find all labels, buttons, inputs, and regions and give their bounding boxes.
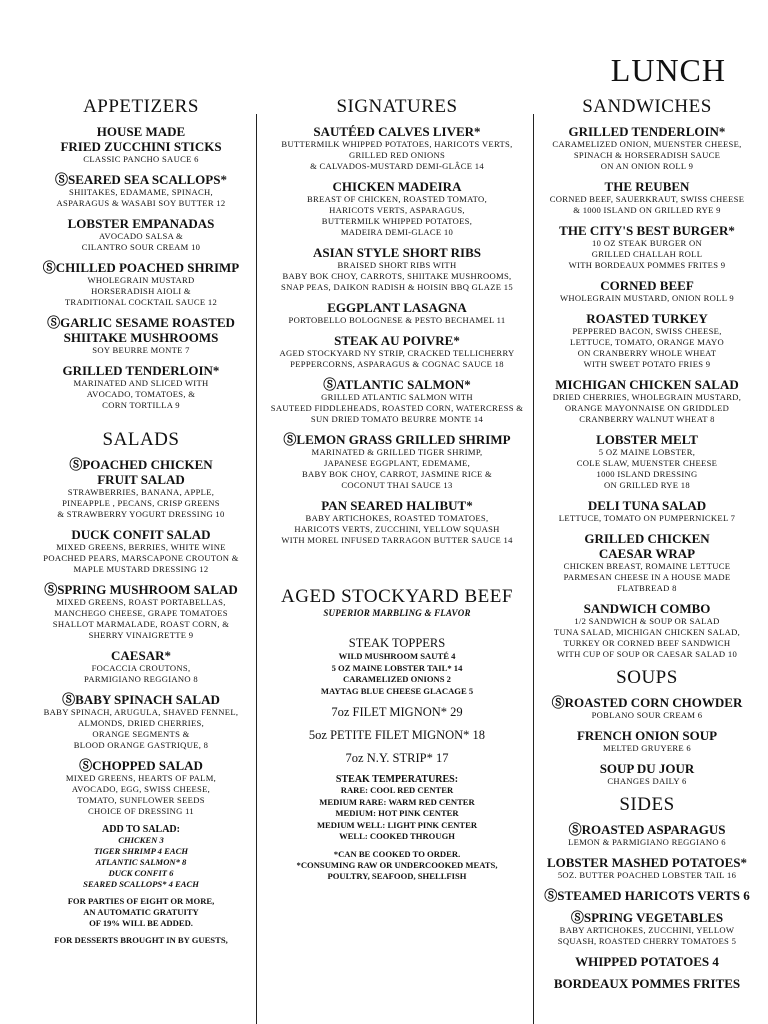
menu-item-name: ⓈROASTED CORN CHOWDER — [551, 695, 743, 710]
salad-add-on: SEARED SCALLOPS* 4 EACH — [83, 879, 199, 889]
steak-temperature: MEDIUM RARE: WARM RED CENTER — [319, 796, 475, 807]
menu-item-description: CHANGES DAILY 6 — [607, 776, 687, 786]
steaks-list — [262, 705, 532, 766]
menu-item — [536, 822, 758, 848]
salads-heading: SALADS — [102, 429, 180, 450]
menu-item — [536, 728, 758, 754]
menu-item-name: ⓈPOACHED CHICKEN FRUIT SALAD — [69, 457, 213, 487]
menu-item — [536, 124, 758, 172]
menu-item-name: PAN SEARED HALIBUT* — [321, 498, 473, 513]
menu-item — [536, 179, 758, 216]
left-column — [28, 96, 254, 946]
menu-item — [28, 692, 254, 751]
menu-item-name: ⓈGARLIC SESAME ROASTED SHIITAKE MUSHROOMS — [47, 315, 235, 345]
menu-item-description: GRILLED ATLANTIC SALMON WITH SAUTEED FIDDLEHEADS, ROASTED CORN, WATERCRESS & SUN DRIED TOMATO BEURRE MONTE 14 — [270, 392, 524, 424]
menu-item-name: ⓈSPRING MUSHROOM SALAD — [44, 582, 238, 597]
menu-item — [28, 172, 254, 209]
menu-item-description: SHIITAKES, EDAMAME, SPINACH, ASPARAGUS & WASABI SOY BUTTER 12 — [56, 187, 226, 208]
menu-item-description: AGED STOCKYARD NY STRIP, CRACKED TELLICHERRY PEPPERCORNS, ASPARAGUS & COGNAC SAUCE 18 — [279, 348, 515, 369]
sides-heading: SIDES — [619, 794, 675, 815]
menu-item-description: BABY ARTICHOKES, ROASTED TOMATOES, HARICOTS VERTS, ZUCCHINI, YELLOW SQUASH WITH MOREL INFUSED TARRAGON BUTTER SAUCE 14 — [281, 513, 513, 545]
menu-item-name: ASIAN STYLE SHORT RIBS — [312, 245, 481, 260]
menu-item-description: WHOLEGRAIN MUSTARD, ONION ROLL 9 — [559, 293, 734, 303]
menu-item-description: LETTUCE, TOMATO ON PUMPERNICKEL 7 — [558, 513, 736, 523]
menu-item-name: DUCK CONFIT SALAD — [71, 527, 211, 542]
salad-add-on: CHICKEN 3 — [118, 835, 164, 845]
steak-cut: 7oz N.Y. STRIP* 17 — [345, 751, 449, 765]
menu-item-description: MIXED GREENS, ROAST PORTABELLAS, MANCHEGO CHEESE, GRAPE TOMATOES SHALLOT MARMALADE, ROAST CORN, & SHERRY VINAIGRETTE 9 — [52, 597, 230, 640]
menu-item-name: THE REUBEN — [604, 179, 690, 194]
signatures-heading: SIGNATURES — [336, 96, 458, 117]
menu-item — [262, 377, 532, 425]
menu-item — [28, 124, 254, 165]
menu-item-name: HOUSE MADE FRIED ZUCCHINI STICKS — [60, 124, 222, 154]
menu-item-name: CORNED BEEF — [600, 278, 694, 293]
column-divider — [533, 114, 534, 1024]
menu-item — [262, 179, 532, 238]
menu-item-description: MELTED GRUYERE 6 — [602, 743, 692, 753]
menu-item-description: CHICKEN BREAST, ROMAINE LETTUCE PARMESAN CHEESE IN A HOUSE MADE FLATBREAD 8 — [563, 561, 731, 593]
sandwiches-list — [536, 124, 758, 660]
menu-item-description: POBLANO SOUR CREAM 6 — [591, 710, 703, 720]
menu-item-name: ⓈCHILLED POACHED SHRIMP — [42, 260, 240, 275]
beef-heading: AGED STOCKYARD BEEF — [281, 586, 513, 607]
menu-item-name: GRILLED TENDERLOIN* — [62, 363, 220, 378]
menu-item — [536, 888, 758, 903]
menu-item-name: BORDEAUX POMMES FRITES — [553, 976, 741, 991]
menu-item — [262, 124, 532, 172]
menu-item — [536, 695, 758, 721]
beef-subheading: SUPERIOR MARBLING & FLAVOR — [323, 608, 471, 618]
salad-add-on: ATLANTIC SALMON* 8 — [95, 857, 187, 867]
steak-topper: MAYTAG BLUE CHEESE GLACAGE 5 — [320, 685, 474, 696]
menu-item-description: 5 OZ MAINE LOBSTER, COLE SLAW, MUENSTER CHEESE 1000 ISLAND DRESSING ON GRILLED RYE 18 — [576, 447, 718, 490]
menu-item-name: MICHIGAN CHICKEN SALAD — [555, 377, 739, 392]
middle-column — [262, 96, 532, 882]
menu-item-name: WHIPPED POTATOES 4 — [575, 954, 719, 969]
menu-item — [536, 976, 758, 991]
menu-item-name: SANDWICH COMBO — [583, 601, 711, 616]
menu-item-description: STRAWBERRIES, BANANA, APPLE, PINEAPPLE , PECANS, CRISP GREENS & STRAWBERRY YOGURT DRESSING 10 — [57, 487, 225, 519]
menu-item-name: ROASTED TURKEY — [586, 311, 708, 326]
menu-item-name: LOBSTER MELT — [596, 432, 698, 447]
menu-item-description: 1/2 SANDWICH & SOUP OR SALAD TUNA SALAD, MICHIGAN CHICKEN SALAD, TURKEY OR CORNED BEEF SANDWICH WITH CUP OF SOUP OR CAESAR SALAD 10 — [553, 616, 741, 659]
menu-item-description: BABY SPINACH, ARUGULA, SHAVED FENNEL, ALMONDS, DRIED CHERRIES, ORANGE SEGMENTS & BLOOD ORANGE GASTRIQUE, 8 — [43, 707, 239, 750]
menu-item — [536, 278, 758, 304]
menu-item-name: CAESAR* — [111, 648, 171, 663]
menu-item — [262, 245, 532, 293]
menu-item-description: MIXED GREENS, BERRIES, WHITE WINE POACHED PEARS, MARSCAPONE CROUTON & MAPLE MUSTARD DRESSING 12 — [43, 542, 239, 574]
menu-item — [28, 260, 254, 308]
menu-item — [536, 910, 758, 947]
menu-item-description: 10 OZ STEAK BURGER ON GRILLED CHALLAH ROLL WITH BORDEAUX POMMES FRITES 9 — [568, 238, 726, 270]
steak-cut: 7oz FILET MIGNON* 29 — [331, 705, 463, 719]
menu-item — [28, 457, 254, 520]
steak-temperature: MEDIUM: HOT PINK CENTER — [335, 808, 459, 818]
steak-temperature: RARE: COOL RED CENTER — [340, 785, 454, 795]
menu-item-description: AVOCADO SALSA & CILANTRO SOUR CREAM 10 — [81, 231, 201, 252]
steak-toppers-heading: STEAK TOPPERS — [348, 636, 446, 650]
party-note: FOR PARTIES OF EIGHT OR MORE, AN AUTOMATIC GRATUITY OF 19% WILL BE ADDED. — [67, 896, 215, 928]
menu-item-name: STEAK AU POIVRE* — [334, 333, 460, 348]
steak-temperatures-list — [262, 785, 532, 843]
menu-item — [262, 333, 532, 370]
menu-item-description: WHOLEGRAIN MUSTARD HORSERADISH AIOLI & TRADITIONAL COCKTAIL SAUCE 12 — [64, 275, 218, 307]
add-to-salad-list — [28, 835, 254, 890]
right-column — [536, 96, 758, 998]
steak-topper: 5 OZ MAINE LOBSTER TAIL* 14 — [331, 662, 463, 673]
menu-item — [28, 216, 254, 253]
menu-item-description: CLASSIC PANCHO SAUCE 6 — [83, 154, 199, 164]
soups-list — [536, 695, 758, 787]
menu-item-description: DRIED CHERRIES, WHOLEGRAIN MUSTARD, ORANGE MAYONNAISE ON GRIDDLED CRANBERRY WALNUT WHEAT 8 — [552, 392, 742, 424]
steak-topper: CARAMELIZED ONIONS 2 — [343, 674, 451, 684]
signatures-list — [262, 124, 532, 546]
menu-item-name: ⓈSEARED SEA SCALLOPS* — [55, 172, 227, 187]
add-to-salad-heading: ADD TO SALAD: — [102, 824, 180, 835]
menu-item — [262, 432, 532, 491]
menu-item-name: FRENCH ONION SOUP — [576, 728, 718, 743]
menu-item-name: SOUP DU JOUR — [599, 761, 695, 776]
salads-list — [28, 457, 254, 817]
menu-item-name: LOBSTER EMPANADAS — [67, 216, 215, 231]
menu-item — [262, 300, 532, 326]
steak-topper: WILD MUSHROOM SAUTÉ 4 — [338, 651, 456, 661]
menu-item-description: BRAISED SHORT RIBS WITH BABY BOK CHOY, CARROTS, SHIITAKE MUSHROOMS, SNAP PEAS, DAIKON RADISH & HOISIN BBQ GLAZE 15 — [281, 260, 513, 292]
menu-item — [536, 377, 758, 425]
soups-heading: SOUPS — [616, 667, 678, 688]
menu-item — [536, 855, 758, 881]
menu-item-name: ⓈSPRING VEGETABLES — [570, 910, 724, 925]
menu-item-name: GRILLED TENDERLOIN* — [568, 124, 726, 139]
menu-item-name: ⓈCHOPPED SALAD — [79, 758, 203, 773]
menu-item-description: CARAMELIZED ONION, MUENSTER CHEESE, SPINACH & HORSERADISH SAUCE ON AN ONION ROLL 9 — [552, 139, 742, 171]
menu-item-description: MARINATED AND SLICED WITH AVOCADO, TOMATOES, & CORN TORTILLA 9 — [73, 378, 209, 410]
sides-list — [536, 822, 758, 991]
menu-item-name: ⓈATLANTIC SALMON* — [323, 377, 471, 392]
menu-item-description: MIXED GREENS, HEARTS OF PALM, AVOCADO, EGG, SWISS CHEESE, TOMATO, SUNFLOWER SEEDS CHOICE OF DRESSING 11 — [65, 773, 217, 816]
menu-item — [536, 432, 758, 491]
menu-item — [536, 761, 758, 787]
menu-item — [536, 498, 758, 524]
menu-item-description: BUTTERMILK WHIPPED POTATOES, HARICOTS VERTS, GRILLED RED ONIONS & CALVADOS-MUSTARD DEMI-GLÂCE 14 — [281, 139, 513, 171]
page-title: LUNCH — [610, 52, 726, 88]
menu-item — [262, 498, 532, 546]
menu-item-description: 5OZ. BUTTER POACHED LOBSTER TAIL 16 — [557, 870, 737, 880]
menu-item-name: DELI TUNA SALAD — [587, 498, 707, 513]
menu-item-description: PORTOBELLO BOLOGNESE & PESTO BECHAMEL 11 — [288, 315, 506, 325]
column-divider — [256, 114, 257, 1024]
salad-add-on: DUCK CONFIT 6 — [108, 868, 174, 878]
menu-item-description: PEPPERED BACON, SWISS CHEESE, LETTUCE, TOMATO, ORANGE MAYO ON CRANBERRY WHOLE WHEAT WITH SWEET POTATO FRIES 9 — [570, 326, 724, 369]
menu-item — [536, 531, 758, 594]
menu-item — [28, 758, 254, 817]
menu-item — [28, 582, 254, 641]
menu-item — [28, 527, 254, 575]
menu-item-description: CORNED BEEF, SAUERKRAUT, SWISS CHEESE & 1000 ISLAND ON GRILLED RYE 9 — [549, 194, 745, 215]
sandwiches-heading: SANDWICHES — [582, 96, 712, 117]
consumer-advisory: *CAN BE COOKED TO ORDER. *CONSUMING RAW OR UNDERCOOKED MEATS, POULTRY, SEAFOOD, SHELLFISH — [296, 848, 498, 881]
menu-item — [536, 311, 758, 370]
menu-item-name: CHICKEN MADEIRA — [332, 179, 462, 194]
steak-cut: 5oz PETITE FILET MIGNON* 18 — [308, 728, 486, 742]
menu-item — [536, 601, 758, 660]
steak-toppers-list — [262, 651, 532, 697]
steak-temperatures-heading: STEAK TEMPERATURES: — [335, 774, 459, 785]
menu-item-description: BABY ARTICHOKES, ZUCCHINI, YELLOW SQUASH, ROASTED CHERRY TOMATOES 5 — [557, 925, 737, 946]
menu-item-description: FOCACCIA CROUTONS, PARMIGIANO REGGIANO 8 — [84, 663, 198, 684]
menu-item-description: MARINATED & GRILLED TIGER SHRIMP, JAPANESE EGGPLANT, EDEMAME, BABY BOK CHOY, CARROT, JASMINE RICE & COCONUT THAI SAUCE 13 — [302, 447, 492, 490]
salad-add-on: TIGER SHRIMP 4 EACH — [94, 846, 188, 856]
menu-item-name: ⓈSTEAMED HARICOTS VERTS 6 — [544, 888, 750, 903]
steak-temperature: MEDIUM WELL: LIGHT PINK CENTER — [316, 819, 478, 830]
steak-temperature: WELL: COOKED THROUGH — [339, 831, 455, 841]
menu-item-description: BREAST OF CHICKEN, ROASTED TOMATO, HARICOTS VERTS, ASPARAGUS, BUTTERMILK WHIPPED POTATOES, MADEIRA DEMI-GLACE 10 — [306, 194, 488, 237]
menu-item-name: ⓈROASTED ASPARAGUS — [568, 822, 726, 837]
menu-item-name: ⓈBABY SPINACH SALAD — [62, 692, 220, 707]
menu-item-name: ⓈLEMON GRASS GRILLED SHRIMP — [283, 432, 511, 447]
dessert-note: FOR DESSERTS BROUGHT IN BY GUESTS, — [54, 935, 228, 945]
menu-item-name: SAUTÉED CALVES LIVER* — [313, 124, 481, 139]
menu-item — [28, 363, 254, 411]
menu-item — [28, 648, 254, 685]
menu-item-description: LEMON & PARMIGIANO REGGIANO 6 — [568, 837, 726, 847]
appetizers-heading: APPETIZERS — [83, 96, 199, 117]
menu-item-name: GRILLED CHICKEN CAESAR WRAP — [584, 531, 710, 561]
menu-item — [536, 954, 758, 969]
menu-item-description: SOY BEURRE MONTE 7 — [92, 345, 190, 355]
menu-item-name: THE CITY'S BEST BURGER* — [559, 223, 735, 238]
menu-item-name: LOBSTER MASHED POTATOES* — [546, 855, 748, 870]
menu-item-name: EGGPLANT LASAGNA — [327, 300, 467, 315]
menu-item — [536, 223, 758, 271]
appetizers-list — [28, 124, 254, 411]
menu-item — [28, 315, 254, 356]
